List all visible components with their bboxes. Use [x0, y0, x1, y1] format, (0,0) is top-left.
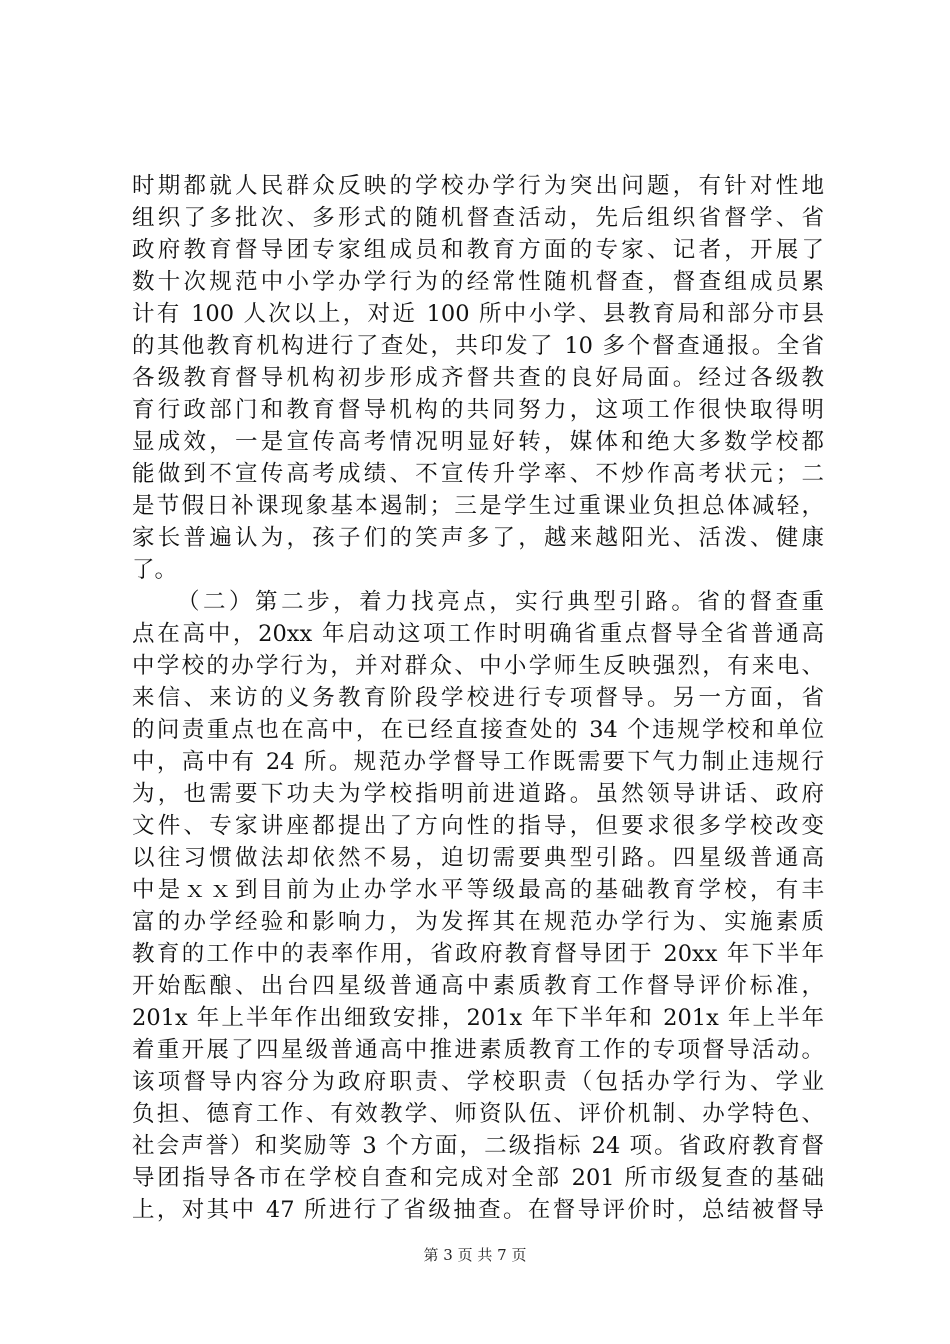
text-line: 组织了多批次、多形式的随机督查活动，先后组织省督学、省 — [132, 205, 824, 231]
text-line: 点在高中，20xx 年启动这项工作时明确省重点督导全省普通高 — [132, 621, 824, 647]
text-line: 各级教育督导机构初步形成齐督共查的良好局面。经过各级教 — [132, 365, 824, 391]
paragraph-2 — [132, 586, 824, 1226]
text-line: 育行政部门和教育督导机构的共同努力，这项工作很快取得明 — [132, 397, 824, 423]
text-line: 中，高中有 24 所。规范办学督导工作既需要下气力制止违规行 — [132, 749, 824, 775]
text-line: 家长普遍认为，孩子们的笑声多了，越来越阳光、活泼、健康 — [132, 525, 824, 551]
text-line: 为，也需要下功夫为学校指明前进道路。虽然领导讲话、政府 — [132, 781, 824, 807]
paragraph-1 — [132, 170, 824, 586]
text-line: 上，对其中 47 所进行了省级抽查。在督导评价时，总结被督导 — [132, 1197, 824, 1223]
text-line: 该项督导内容分为政府职责、学校职责（包括办学行为、学业 — [132, 1069, 824, 1095]
text-line: 来信、来访的义务教育阶段学校进行专项督导。另一方面，省 — [132, 685, 824, 711]
text-line: 的其他教育机构进行了查处，共印发了 10 多个督查通报。全省 — [132, 333, 824, 359]
text-line: 社会声誉）和奖励等 3 个方面，二级指标 24 项。省政府教育督 — [132, 1133, 824, 1159]
text-line: 显成效，一是宣传高考情况明显好转，媒体和绝大多数学校都 — [132, 429, 824, 455]
text-line: 文件、专家讲座都提出了方向性的指导，但要求很多学校改变 — [132, 813, 824, 839]
text-line: 开始酝酿、出台四星级普通高中素质教育工作督导评价标准， — [132, 973, 824, 999]
text-line: 导团指导各市在学校自查和完成对全部 201 所市级复查的基础 — [132, 1165, 824, 1191]
text-line: 富的办学经验和影响力，为发挥其在规范办学行为、实施素质 — [132, 909, 824, 935]
text-line: 中学校的办学行为，并对群众、中小学师生反映强烈，有来电、 — [132, 653, 824, 679]
text-line: 时期都就人民群众反映的学校办学行为突出问题，有针对性地 — [132, 173, 824, 199]
text-line: 是节假日补课现象基本遏制；三是学生过重课业负担总体减轻， — [132, 493, 824, 519]
document-body — [132, 170, 824, 1226]
text-line: 的问责重点也在高中，在已经直接查处的 34 个违规学校和单位 — [132, 717, 824, 743]
text-line: 数十次规范中小学办学行为的经常性随机督查，督查组成员累 — [132, 269, 824, 295]
text-line: 能做到不宣传高考成绩、不宣传升学率、不炒作高考状元；二 — [132, 461, 824, 487]
text-line: 以往习惯做法却依然不易，迫切需要典型引路。四星级普通高 — [132, 845, 824, 871]
text-line: 计有 100 人次以上，对近 100 所中小学、县教育局和部分市县 — [132, 301, 824, 327]
text-line: （二）第二步，着力找亮点，实行典型引路。省的督查重 — [177, 589, 824, 615]
page-footer: 第 3 页 共 7 页 — [423, 1246, 527, 1264]
text-line: 负担、德育工作、有效教学、师资队伍、评价机制、办学特色、 — [132, 1101, 824, 1127]
text-line: 中是ｘｘ到目前为止办学水平等级最高的基础教育学校，有丰 — [132, 877, 824, 903]
text-line: 政府教育督导团专家组成员和教育方面的专家、记者，开展了 — [132, 237, 824, 263]
text-line: 着重开展了四星级普通高中推进素质教育工作的专项督导活动。 — [132, 1037, 824, 1063]
text-line: 教育的工作中的表率作用，省政府教育督导团于 20xx 年下半年 — [132, 941, 824, 967]
text-line: 201x 年上半年作出细致安排，201x 年下半年和 201x 年上半年 — [132, 1005, 824, 1031]
text-line: 了。 — [132, 557, 178, 583]
